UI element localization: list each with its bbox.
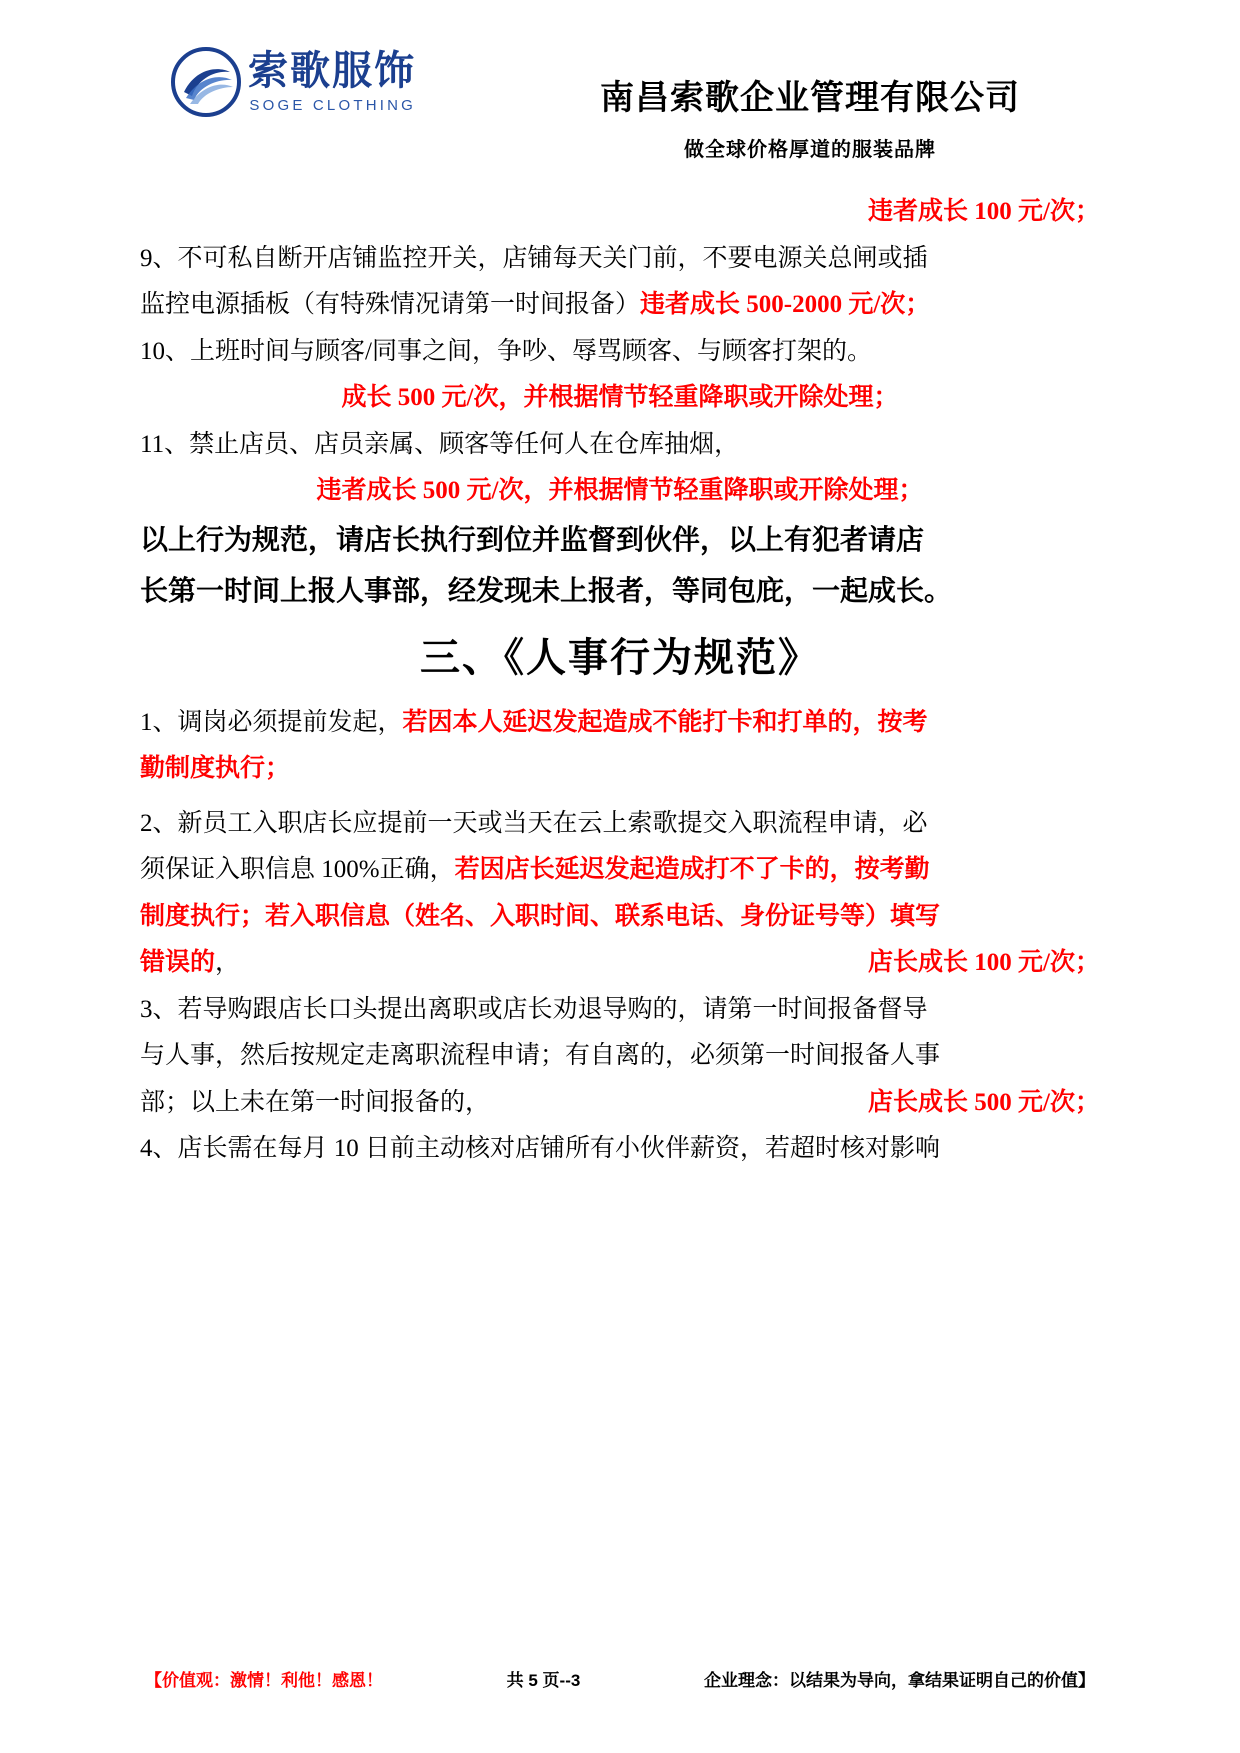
footer-values: 【价值观：激情！利他！感恩！ <box>145 1671 383 1690</box>
hr-rule-3-line-3 <box>140 1081 1100 1126</box>
rule-9-penalty: 违者成长 500-2000 元/次； <box>640 291 931 318</box>
company-name: 南昌索歌企业管理有限公司 <box>600 79 1020 117</box>
hr-rule-2-line-1: 2、新员工入职店长应提前一天或当天在云上索歌提交入职流程申请，必 <box>140 809 928 837</box>
company-slogan: 做全球价格厚道的服装品牌 <box>684 139 936 161</box>
footer-page-number: 共 5 页--3 <box>506 1671 581 1690</box>
hr-rule-2-text: 须保证入职信息 100%正确， <box>140 856 455 884</box>
section-title-hr-rules: 三、《人事行为规范》 <box>420 634 820 680</box>
rule-10-penalty: 成长 500 元/次，并根据情节轻重降职或开除处理； <box>341 384 899 411</box>
hr-rule-3-text: 部；以上未在第一时间报备的， <box>140 1088 491 1116</box>
hr-rule-1-penalty-part-2: 勤制度执行； <box>140 755 291 783</box>
hr-rule-2-comma: ， <box>215 949 241 977</box>
soge-swoosh-logo-icon <box>170 46 242 118</box>
logo-chinese-name: 索歌服饰 <box>248 49 416 93</box>
company-logo <box>170 46 416 118</box>
document-body <box>140 190 1100 1172</box>
hr-rule-2-penalty-part-2: 制度执行；若入职信息（姓名、入职时间、联系电话、身份证号等）填写 <box>140 902 941 930</box>
rule-10-line: 10、上班时间与顾客/同事之间，争吵、辱骂顾客、与顾客打架的。 <box>140 337 872 365</box>
rule-11-line: 11、禁止店员、店员亲属、顾客等任何人在仓库抽烟， <box>140 430 740 458</box>
footer-philosophy: 企业理念：以结果为导向，拿结果证明自己的价值】 <box>704 1671 1095 1690</box>
hr-rule-1-penalty-part-1: 若因本人延迟发起造成不能打卡和打单的，按考 <box>402 708 928 736</box>
rule-9-line-1: 9、不可私自断开店铺监控开关，店铺每天关门前，不要电源关总闸或插 <box>140 244 928 272</box>
document-header <box>140 0 1100 180</box>
rule-11-penalty: 违者成长 500 元/次，并根据情节轻重降职或开除处理； <box>316 477 924 504</box>
hr-rule-2-penalty-part-1: 若因店长延迟发起造成打不了卡的，按考勤 <box>454 856 930 884</box>
logo-text <box>248 51 416 113</box>
hr-rule-3-penalty: 店长成长 500 元/次； <box>868 1088 1100 1116</box>
rule-9-line-2 <box>140 283 1100 328</box>
hr-rule-2-line-4 <box>140 941 1100 986</box>
summary-line-1: 以上行为规范，请店长执行到位并监督到伙伴，以上有犯者请店 <box>140 524 925 556</box>
company-title-block <box>510 70 1110 162</box>
logo-english-name: SOGE CLOTHING <box>249 97 416 114</box>
hr-rule-1-line-1 <box>140 701 1100 746</box>
summary-line-2: 长第一时间上报人事部，经发现未上报者，等同包庇，一起成长。 <box>140 575 953 607</box>
hr-rule-3-line-2: 与人事，然后按规定走离职流程申请；有自离的，必须第一时间报备人事 <box>140 1042 941 1070</box>
document-footer <box>0 1666 1240 1691</box>
hr-rule-2-error-text: 错误的 <box>140 949 216 977</box>
top-penalty-line: 违者成长 100 元/次； <box>868 198 1100 225</box>
hr-rule-1-text: 1、调岗必须提前发起， <box>140 708 403 736</box>
hr-rule-4-line-1: 4、店长需在每月 10 日前主动核对店铺所有小伙伴薪资，若超时核对影响 <box>140 1135 941 1163</box>
hr-rule-2-penalty-part-3 <box>140 941 240 986</box>
hr-rule-3-line-1: 3、若导购跟店长口头提出离职或店长劝退导购的，请第一时间报备督导 <box>140 995 928 1023</box>
hr-rule-2-manager-penalty: 店长成长 100 元/次； <box>868 949 1100 977</box>
rule-9-text: 监控电源插板（有特殊情况请第一时间报备） <box>140 291 641 318</box>
hr-rule-2-line-2 <box>140 848 1100 893</box>
